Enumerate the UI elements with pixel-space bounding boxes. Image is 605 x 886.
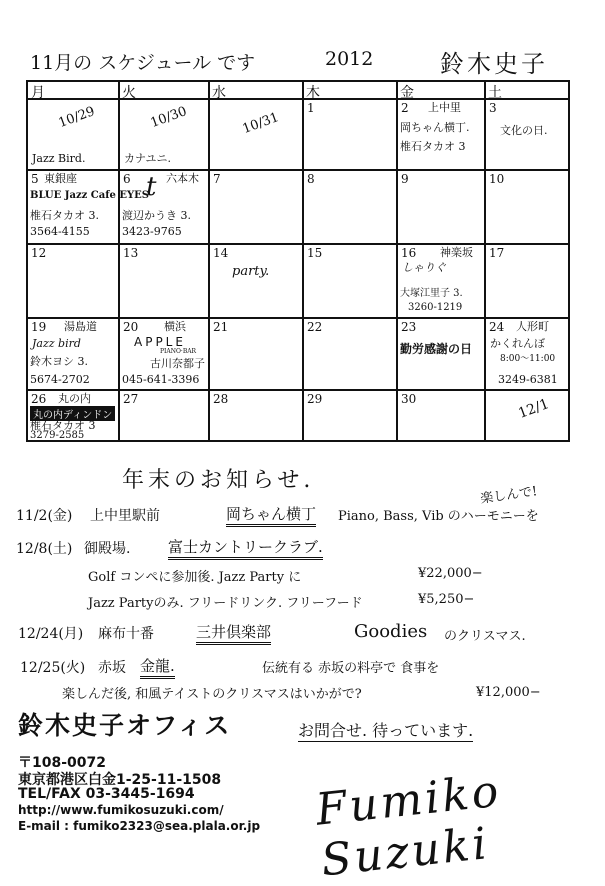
day-number: 12/1 xyxy=(516,396,552,422)
venue-logo-text: t xyxy=(146,172,157,202)
calendar-cell xyxy=(120,319,208,387)
office-name: 鈴木史子オフィス xyxy=(18,711,232,740)
signature: Fumiko Suzuki xyxy=(313,765,504,886)
weekday-mon: 月 xyxy=(31,85,45,101)
day-number: 27 xyxy=(123,392,139,406)
notice-detail: Piano, Bass, Vib のハーモニーを xyxy=(338,509,539,524)
notice-detail: 伝統有る 赤坂の料亭で 食事を xyxy=(262,661,440,676)
inquiry-text: お問合せ. 待っています. xyxy=(298,718,473,742)
phone-text: 5674-2702 xyxy=(30,373,90,386)
calendar-cell xyxy=(28,391,118,440)
notice-venue: 富士カントリークラブ. xyxy=(168,536,323,560)
calendar-cell xyxy=(398,171,484,241)
venue-text: 神楽坂 xyxy=(440,246,473,259)
calendar-cell xyxy=(398,391,484,440)
schedule-title: 11月の スケジュール です xyxy=(30,52,256,74)
day-number: 13 xyxy=(123,246,139,260)
calendar-cell xyxy=(398,319,484,387)
calendar-cell xyxy=(398,100,484,168)
holiday-text: 勤労感謝の日 xyxy=(400,342,473,356)
day-number: 20 xyxy=(123,320,139,334)
performer-text: 渡辺かうき 3. xyxy=(122,209,191,222)
venue-text: カナユニ. xyxy=(124,152,172,165)
venue-logo-text: Jazz bird xyxy=(32,337,81,350)
time-text: 8:00〜11:00 xyxy=(500,354,556,364)
schedule-year: 2012 xyxy=(325,48,374,70)
day-number: 22 xyxy=(307,320,323,334)
day-number: 10/31 xyxy=(240,110,281,137)
venue-text: Jazz Bird. xyxy=(32,152,86,165)
calendar-cell xyxy=(304,245,396,315)
phone-text: 3249-6381 xyxy=(498,373,558,386)
performer-text: 椎石タカオ 3 xyxy=(400,140,466,153)
calendar-cell xyxy=(210,391,302,440)
day-number: 6 xyxy=(123,172,131,186)
day-number: 3 xyxy=(489,101,497,115)
calendar-cell xyxy=(398,245,484,315)
venue-text: かくれんぼ xyxy=(490,337,545,350)
notice-detail: Golf コンペに参加後. Jazz Party に xyxy=(88,570,302,585)
day-number: 30 xyxy=(401,392,417,406)
day-number: 17 xyxy=(489,246,505,260)
calendar-cell xyxy=(304,319,396,387)
weekday-tue: 火 xyxy=(122,85,136,101)
notice-date: 12/8(土) xyxy=(16,541,73,557)
day-number: 29 xyxy=(307,392,323,406)
phone-text: 3260-1219 xyxy=(408,302,463,313)
calendar-cell xyxy=(28,100,118,168)
venue-text: 岡ちゃん横丁. xyxy=(400,121,470,134)
day-number: 10 xyxy=(489,172,505,186)
calendar-cell xyxy=(120,391,208,440)
calendar-cell xyxy=(210,100,302,168)
day-number: 24 xyxy=(489,320,505,334)
venue-text: 横浜 xyxy=(164,320,186,333)
day-number: 10/29 xyxy=(56,104,97,131)
day-number: 16 xyxy=(401,246,417,260)
phone-text: 3279-2585 xyxy=(30,430,85,441)
office-email[interactable]: E-mail : fumiko2323@sea.plala.or.jp xyxy=(18,819,261,833)
calendar-cell xyxy=(28,171,149,241)
calendar-cell xyxy=(210,171,302,241)
notice-detail: のクリスマス. xyxy=(444,629,526,644)
phone-text: 3423-9765 xyxy=(122,225,182,238)
day-number: 1 xyxy=(307,101,315,115)
venue-logo-text: APPLE xyxy=(134,335,186,349)
venue-logo-subtext: PIANO·BAR xyxy=(160,348,197,355)
notice-place: 麻布十番 xyxy=(98,626,154,642)
venue-text: 東銀座 xyxy=(44,172,77,185)
day-number: 23 xyxy=(401,320,417,334)
office-zip: 〒108-0072 xyxy=(18,755,106,771)
day-number: 12 xyxy=(31,246,47,260)
day-number: 2 xyxy=(401,101,409,115)
day-number: 5 xyxy=(31,172,39,186)
performer-text: 椎石タカオ 3 xyxy=(30,419,96,432)
office-url[interactable]: http://www.fumikosuzuki.com/ xyxy=(18,803,224,817)
calendar-cell xyxy=(210,245,302,315)
performer-text: 大塚江里子 3. xyxy=(400,288,463,299)
notice-date: 11/2(金) xyxy=(16,508,73,524)
venue-text: 上中里 xyxy=(428,101,461,114)
phone-text: 045-641-3396 xyxy=(122,373,200,386)
notice-price: ¥12,000− xyxy=(476,685,541,700)
notice-note: 楽しんで! xyxy=(479,484,539,507)
notice-place: 上中里駅前 xyxy=(90,508,160,524)
venue-logo-box: 丸の内ディンドン xyxy=(30,406,115,421)
calendar-cell xyxy=(486,245,568,315)
venue-text: 湯島道 xyxy=(64,320,97,333)
day-number: 14 xyxy=(213,246,229,260)
performer-text: 鈴木ヨシ 3. xyxy=(30,355,88,368)
holiday-text: 文化の日. xyxy=(500,124,548,137)
event-text: party. xyxy=(232,264,270,279)
calendar-cell xyxy=(486,100,568,168)
calendar-cell xyxy=(486,319,568,387)
calendar-cell xyxy=(120,245,208,315)
calendar-cell xyxy=(120,171,208,241)
notice-venue: 三井倶楽部 xyxy=(196,621,271,645)
notice-detail: Jazz Partyのみ. フリードリンク. フリーフード xyxy=(88,596,363,611)
notice-date: 12/25(火) xyxy=(20,660,86,676)
calendar-cell xyxy=(304,171,396,241)
day-number: 15 xyxy=(307,246,323,260)
performer-text: 古川奈都子 xyxy=(150,357,205,370)
calendar-cell xyxy=(304,100,396,168)
day-number: 21 xyxy=(213,320,229,334)
notice-price: ¥22,000− xyxy=(418,566,483,581)
schedule-header xyxy=(30,48,570,78)
notice-venue: 金龍. xyxy=(140,655,175,679)
notice-place: 赤坂 xyxy=(98,660,126,676)
notice-venue: 岡ちゃん横丁 xyxy=(226,503,316,527)
notice-date: 12/24(月) xyxy=(18,626,84,642)
day-number: 28 xyxy=(213,392,229,406)
day-number: 26 xyxy=(31,392,47,406)
weekday-wed: 水 xyxy=(212,85,226,101)
venue-text: 丸の内 xyxy=(58,392,91,405)
office-tel: TEL/FAX 03-3445-1694 xyxy=(18,786,195,802)
calendar-cell xyxy=(304,391,396,440)
calendar-cell xyxy=(28,319,118,387)
performer-text: 椎石タカオ 3. xyxy=(30,209,99,222)
notice-price: ¥5,250− xyxy=(418,592,475,607)
calendar-cell xyxy=(28,245,118,315)
weekday-sat: 土 xyxy=(488,85,502,101)
notice-event: Goodies xyxy=(354,621,428,642)
weekday-thu: 木 xyxy=(306,85,320,101)
artist-name: 鈴木史子 xyxy=(440,50,548,78)
day-number: 19 xyxy=(31,320,47,334)
day-number: 7 xyxy=(213,172,221,186)
venue-text: 六本木 xyxy=(166,172,199,185)
phone-text: 3564-4155 xyxy=(30,225,90,238)
notice-detail: 楽しんだ後, 和風テイストのクリスマスはいかがで? xyxy=(62,687,362,702)
calendar-cell xyxy=(486,171,568,241)
calendar-cell xyxy=(210,319,302,387)
venue-logo-text: BLUE Jazz Cafe EYES xyxy=(30,190,149,201)
calendar-cell xyxy=(120,100,208,168)
venue-logo-text: しゃりぐ xyxy=(402,261,446,274)
day-number: 9 xyxy=(401,172,409,186)
notice-title: 年末のお知らせ. xyxy=(122,468,315,493)
office-address: 東京都港区白金1-25-11-1508 xyxy=(18,772,222,788)
calendar-cell xyxy=(486,391,568,440)
day-number: 10/30 xyxy=(148,104,189,131)
weekday-fri: 金 xyxy=(400,85,414,101)
venue-text: 人形町 xyxy=(516,320,549,333)
notice-place: 御殿場. xyxy=(84,541,131,557)
day-number: 8 xyxy=(307,172,315,186)
